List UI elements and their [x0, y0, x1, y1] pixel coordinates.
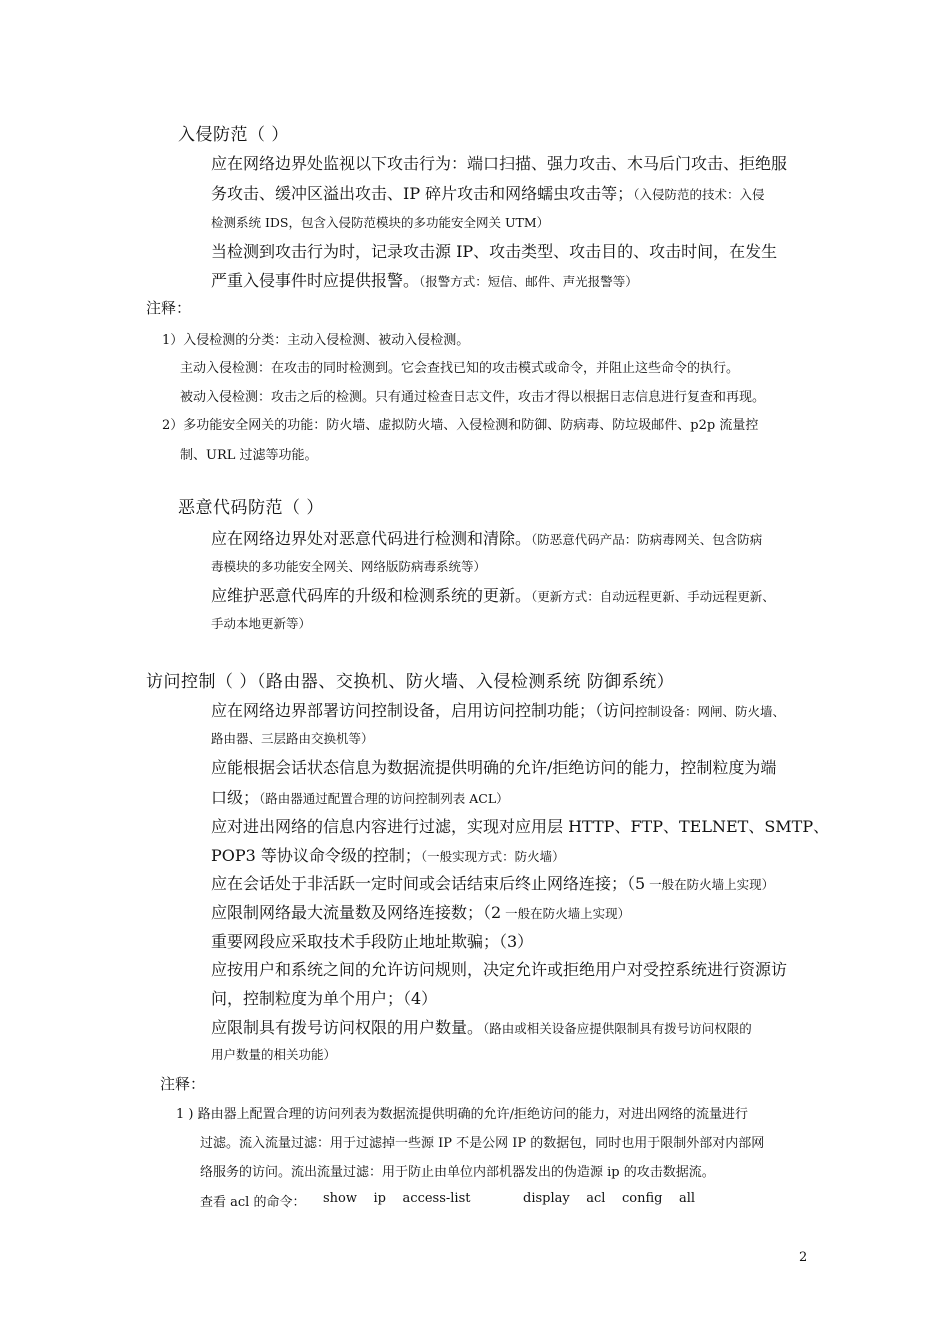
acl-command-label: 查看 acl 的命令： [200, 1195, 306, 1210]
intrusion-item-1-line-2 [211, 181, 764, 204]
access-item-2-text: 口级； [211, 788, 260, 807]
access-item-8-text: 应限制具有拨号访问权限的用户数量。 [211, 1018, 484, 1037]
malware-item-2-text: 应维护恶意代码库的升级和检测系统的更新。 [211, 586, 532, 605]
note-2-item-1-line-2: 过滤。流入流量过滤：用于过滤掉一些源 IP 不是公网 IP 的数据包，同时也用于限制外部对内部网 [200, 1136, 765, 1151]
malware-item-2-remark: （更新方式：自动远程更新、手动远程更新、 [531, 589, 775, 604]
malware-item-1-text: 应在网络边界处对恶意代码进行检测和清除。 [211, 529, 532, 548]
access-item-4-remark: 一般在防火墙上实现） [645, 877, 775, 892]
note-1-item-1b: 被动入侵检测：攻击之后的检测。只有通过检查日志文件，攻击才得以根据日志信息进行复查和再现。 [180, 390, 766, 405]
access-item-5-remark: 一般在防火墙上实现） [501, 906, 631, 921]
access-item-1-text: 应在网络边界部署访问控制设备，启用访问控制功能；（访问 [211, 701, 636, 720]
access-item-2-line-2 [211, 785, 509, 808]
intrusion-item-2-remark: （报警方式：短信、邮件、声光报警等） [419, 274, 638, 289]
acl-command-huawei: display acl config all [523, 1191, 696, 1206]
note-2-item-1-line-3: 络服务的访问。流出流量过滤：用于防止由单位内部机器发出的伪造源 ip 的攻击数据流。 [200, 1165, 715, 1180]
intrusion-item-1-text: 务攻击、缓冲区溢出攻击、IP 碎片攻击和网络蠕虫攻击等； [211, 184, 634, 203]
access-item-5 [211, 900, 630, 923]
note-label-2: 注释： [160, 1075, 206, 1093]
access-item-8-line-1 [211, 1015, 752, 1038]
access-item-5-text: 应限制网络最大流量数及网络连接数；（2 [211, 903, 502, 922]
note-2-item-1-line-1: 1 ) 路由器上配置合理的访问列表为数据流提供明确的允许/拒绝访问的能力，对进出网络的流量进行 [176, 1107, 748, 1122]
access-item-7-line-2: 问，控制粒度为单个用户；（4） [211, 989, 438, 1008]
access-item-3-text: POP3 等协议命令级的控制； [211, 846, 421, 865]
access-item-3-line-2 [211, 843, 565, 866]
access-item-4-text: 应在会话处于非活跃一定时间或会话结束后终止网络连接；（5 [211, 874, 646, 893]
malware-item-1-remark: （防恶意代码产品：防病毒网关、包含防病 [531, 532, 763, 547]
access-item-4 [211, 871, 774, 894]
access-item-7-line-1: 应按用户和系统之间的允许访问规则，决定允许或拒绝用户对受控系统进行资源访 [211, 960, 788, 979]
malware-item-2-line-2: 手动本地更新等） [211, 616, 312, 631]
intrusion-item-2-line-2 [211, 268, 638, 291]
page-number: 2 [799, 1250, 808, 1265]
access-item-2-line-1: 应能根据会话状态信息为数据流提供明确的允许/拒绝访问的能力，控制粒度为端 [211, 758, 777, 777]
intrusion-item-1-remark: （入侵防范的技术：入侵 [633, 187, 765, 202]
note-1-item-1a: 主动入侵检测：在攻击的同时检测到。它会查找已知的攻击模式或命令，并阻止这些命令的执行。 [180, 361, 740, 376]
intrusion-item-1-line-1: 应在网络边界处监视以下攻击行为：端口扫描、强力攻击、木马后门攻击、拒绝服 [211, 154, 788, 173]
access-item-3-remark: （一般实现方式：防火墙） [420, 849, 565, 864]
note-label-1: 注释： [146, 299, 192, 317]
intrusion-item-2-text: 严重入侵事件时应提供报警。 [211, 271, 420, 290]
access-item-8-remark: （路由或相关设备应提供限制具有拨号访问权限的 [483, 1021, 752, 1036]
intrusion-item-1-line-3: 检测系统 IDS，包含入侵防范模块的多功能安全网关 UTM） [211, 215, 550, 230]
access-item-1-remark: 控制设备：网闸、防火墙、 [635, 704, 786, 719]
access-item-3-line-1: 应对进出网络的信息内容进行过滤，实现对应用层 HTTP、FTP、TELNET、SMTP、 [211, 817, 830, 836]
malware-item-1-line-1 [211, 526, 762, 549]
access-item-6: 重要网段应采取技术手段防止地址欺骗；（3） [211, 932, 534, 951]
access-item-1-line-1 [211, 698, 785, 721]
acl-command-cisco: show ip access-list [323, 1191, 471, 1206]
section-title-intrusion-prevention: 入侵防范（ ） [178, 125, 289, 145]
intrusion-item-2-line-1: 当检测到攻击行为时，记录攻击源 IP、攻击类型、攻击目的、攻击时间，在发生 [211, 242, 778, 261]
malware-item-1-line-2: 毒模块的多功能安全网关、网络版防病毒系统等） [211, 559, 487, 574]
malware-item-2-line-1 [211, 583, 775, 606]
section-title-malware-prevention: 恶意代码防范（ ） [178, 498, 324, 518]
section-title-access-control: 访问控制（ ）（路由器、交换机、防火墙、入侵检测系统 防御系统） [146, 672, 675, 692]
note-1-item-1: 1）入侵检测的分类：主动入侵检测、被动入侵检测。 [162, 333, 470, 348]
note-1-item-2-line-2: 制、URL 过滤等功能。 [180, 448, 318, 463]
note-1-item-2-line-1: 2）多功能安全网关的功能：防火墙、虚拟防火墙、入侵检测和防御、防病毒、防垃圾邮件、p2p 流量控 [162, 418, 759, 433]
access-item-8-line-2: 用户数量的相关功能） [211, 1047, 337, 1062]
access-item-1-line-2: 路由器、三层路由交换机等） [211, 731, 374, 746]
access-item-2-remark: （路由器通过配置合理的访问控制列表 ACL） [259, 791, 509, 806]
